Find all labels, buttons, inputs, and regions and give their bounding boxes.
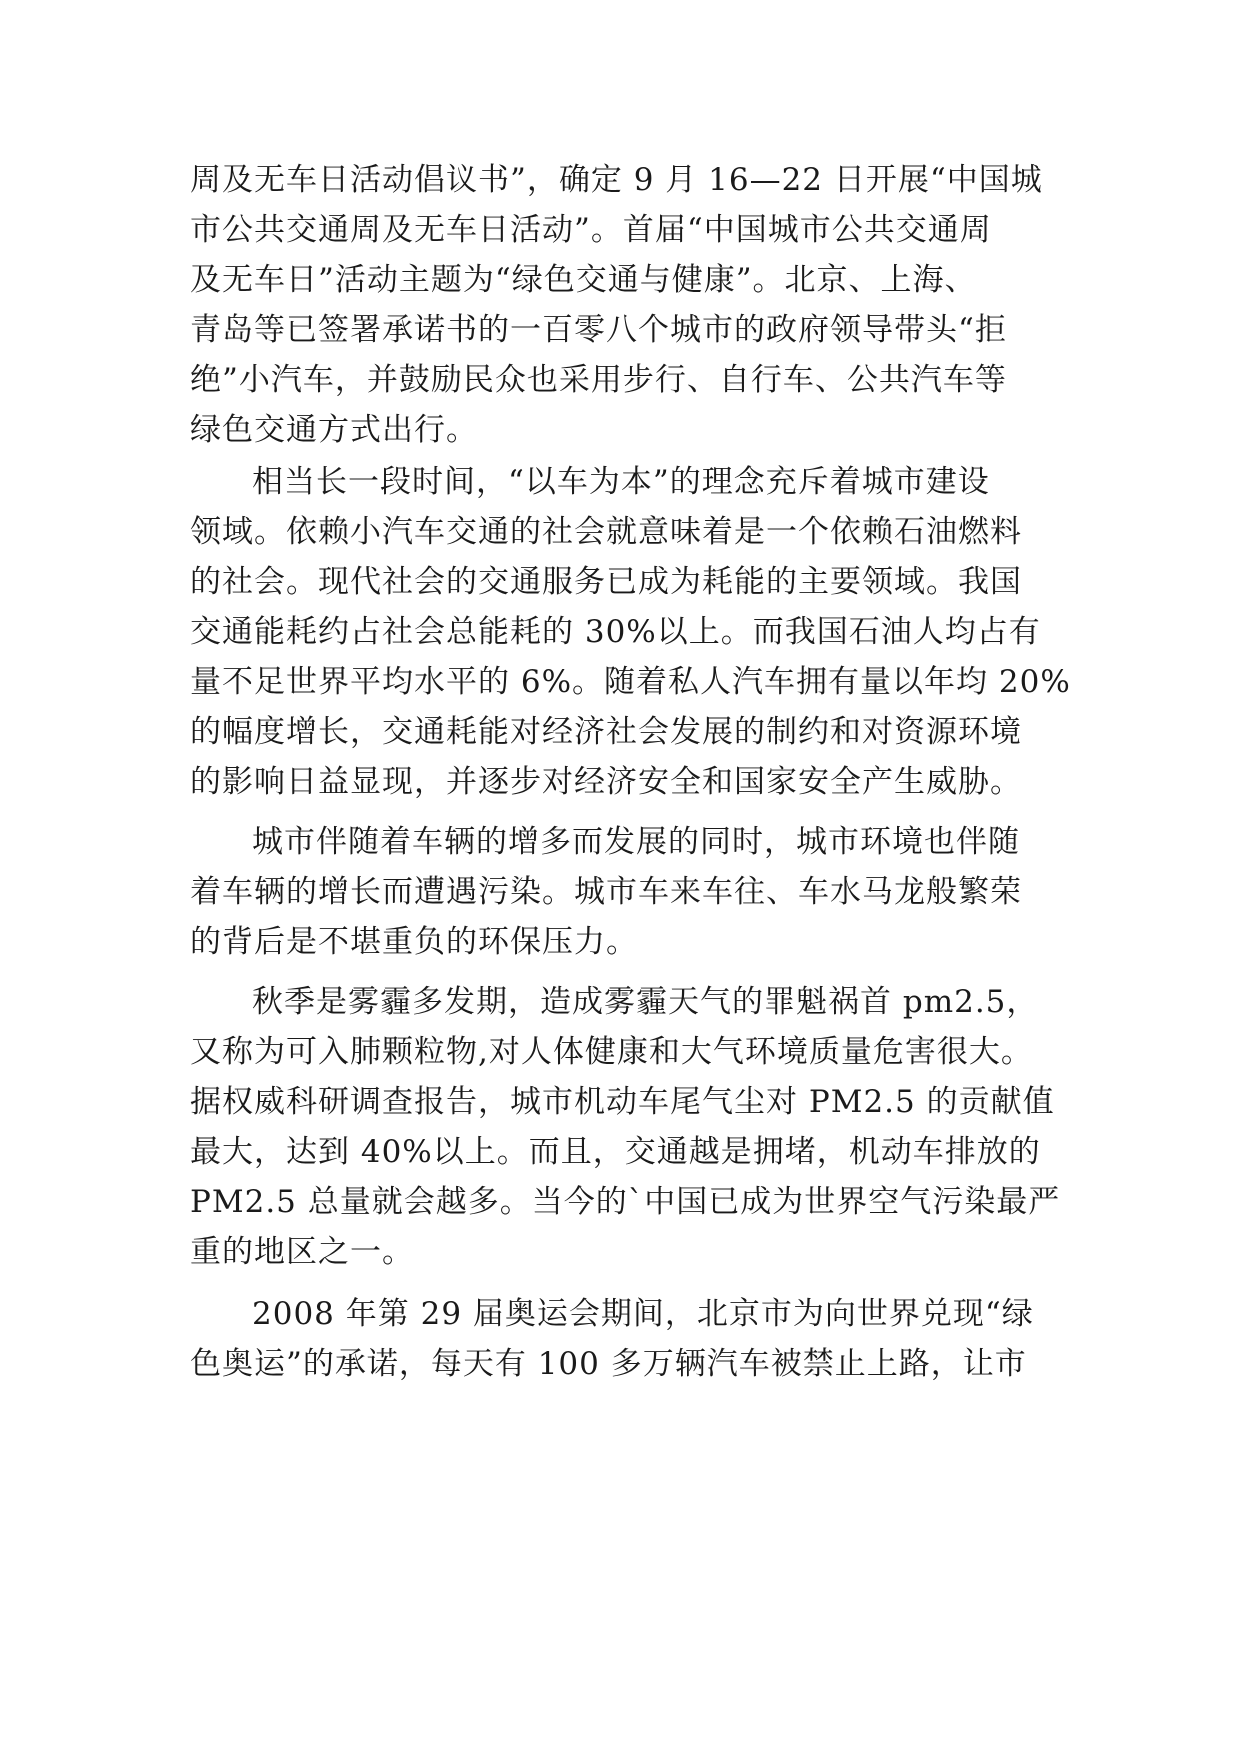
paragraph-first-line: 秋季是雾霾多发期，造成雾霾天气的罪魁祸首 pm2.5， <box>252 984 1039 1020</box>
text-line: 的影响日益显现，并逐步对经济安全和国家安全产生威胁。 <box>190 764 1022 800</box>
text-line: 最大，达到 40%以上。而且，交通越是拥堵，机动车排放的 <box>190 1134 1041 1170</box>
text-line: 市公共交通周及无车日活动”。首届“中国城市公共交通周 <box>190 212 992 248</box>
text-line: 的背后是不堪重负的环保压力。 <box>190 924 638 960</box>
text-line: 又称为可入肺颗粒物,对人体健康和大气环境质量危害很大。 <box>190 1034 1033 1070</box>
paragraph-first-line: 相当长一段时间，“以车为本”的理念充斥着城市建设 <box>252 464 990 500</box>
text-line: 重的地区之一。 <box>190 1234 414 1270</box>
text-line: 周及无车日活动倡议书”，确定 9 月 16—22 日开展“中国城 <box>190 162 1043 198</box>
paragraph-first-line: 2008 年第 29 届奥运会期间，北京市为向世界兑现“绿 <box>252 1296 1034 1332</box>
text-line: 据权威科研调查报告，城市机动车尾气尘对 PM2.5 的贡献值 <box>190 1084 1055 1120</box>
text-line: 及无车日”活动主题为“绿色交通与健康”。北京、上海、 <box>190 262 977 298</box>
text-line: 色奥运”的承诺，每天有 100 多万辆汽车被禁止上路，让市 <box>190 1346 1027 1382</box>
text-line: 的幅度增长，交通耗能对经济社会发展的制约和对资源环境 <box>190 714 1022 750</box>
text-line: 绿色交通方式出行。 <box>190 412 478 448</box>
text-line: 交通能耗约占社会总能耗的 30%以上。而我国石油人均占有 <box>190 614 1041 650</box>
text-line: 青岛等已签署承诺书的一百零八个城市的政府领导带头“拒 <box>190 312 1007 348</box>
text-line: 的社会。现代社会的交通服务已成为耗能的主要领域。我国 <box>190 564 1022 600</box>
paragraph-first-line: 城市伴随着车辆的增多而发展的同时，城市环境也伴随 <box>252 824 1020 860</box>
text-line: 绝”小汽车，并鼓励民众也采用步行、自行车、公共汽车等 <box>190 362 1007 398</box>
text-line: 量不足世界平均水平的 6%。随着私人汽车拥有量以年均 20% <box>190 664 1071 700</box>
text-line: 领域。依赖小汽车交通的社会就意味着是一个依赖石油燃料 <box>190 514 1022 550</box>
text-line: 着车辆的增长而遭遇污染。城市车来车往、车水马龙般繁荣 <box>190 874 1022 910</box>
text-line: PM2.5 总量就会越多。当今的`中国已成为世界空气污染最严 <box>190 1184 1061 1220</box>
